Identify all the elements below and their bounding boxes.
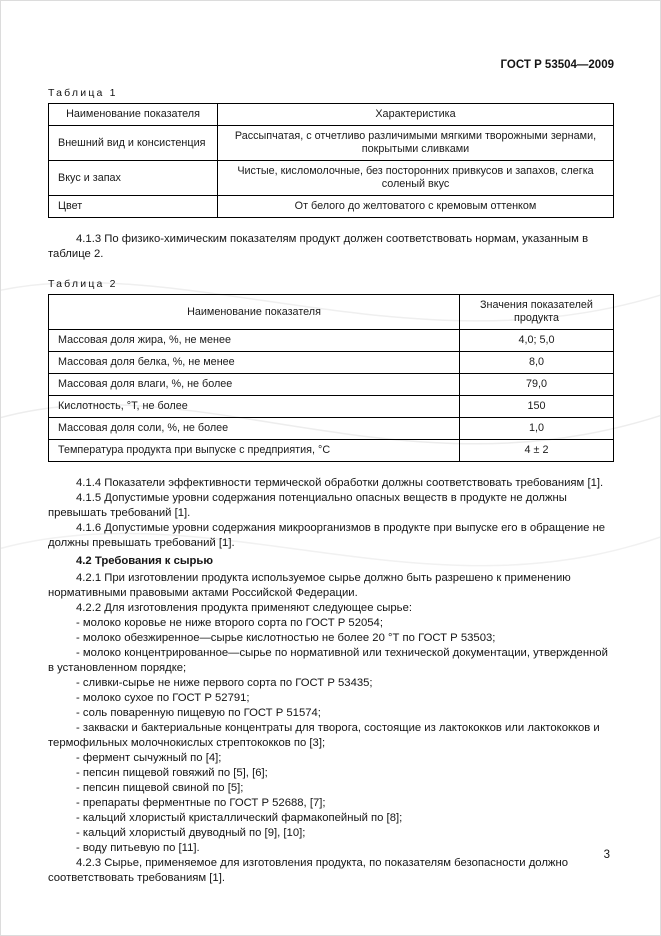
material-item: - сливки-сырье не ниже первого сорта по ГОСТ Р 53435; [76,677,373,689]
document-code: ГОСТ Р 53504—2009 [500,59,614,71]
table2-body [49,330,614,462]
table-cell-characteristic: От белого до желтоватого с кремовым оттенком [218,196,614,218]
table-cell-indicator: Кислотность, °Т, не более [49,396,460,418]
table-row [49,161,614,196]
table2 [48,294,614,462]
material-item: - кальций хлористый двуводный по [9], [10]; [76,827,306,839]
table-row [49,126,614,161]
paragraph-4-2-1: 4.2.1 При изготовлении продукта используемое сырье должно быть разрешено к применению нормативными правовыми актами Российской Федерации. [48,572,571,599]
material-item: - воду питьевую по [11]. [76,842,200,854]
table1-caption: Таблица 1 [48,87,118,99]
table-cell-indicator: Цвет [49,196,218,218]
table-cell-indicator: Внешний вид и консистенция [49,126,218,161]
heading-4-2: 4.2 Требования к сырью [76,555,214,567]
table2-header-row [49,295,614,330]
material-item: - молоко концентрированное—сырье по нормативной или технической документации, утвержденной в установленном порядке; [48,647,608,674]
paragraph-4-2-2: 4.2.2 Для изготовления продукта применяют следующее сырье: [76,602,412,614]
table2-caption: Таблица 2 [48,278,118,290]
material-item: - молоко коровье не ниже второго сорта по ГОСТ Р 52054; [76,617,383,629]
page-number: 3 [603,849,610,861]
table-cell-indicator: Температура продукта при выпуске с предприятия, °С [49,440,460,462]
table-cell-characteristic: Чистые, кисломолочные, без посторонних привкусов и запахов, слегка соленый вкус [218,161,614,196]
paragraph-4-1-6: 4.1.6 Допустимые уровни содержания микроорганизмов в продукте при выпуске его в обращение не должны превышать требований [1]. [48,522,606,549]
table1-body [49,126,614,218]
table-cell-characteristic: Рассыпчатая, с отчетливо различимыми мягкими творожными зернами, покрытыми сливками [218,126,614,161]
table1-header-name: Наименование показателя [49,104,218,126]
paragraph-4-2-3: 4.2.3 Сырье, применяемое для изготовления продукта, по показателям безопасности должно соответствовать требованиям [1]. [48,857,568,884]
table-row [49,330,614,352]
table2-header-name: Наименование показателя [49,295,460,330]
paragraph-4-1-4: 4.1.4 Показатели эффективности термической обработки должны соответствовать требованиям [1]. [76,477,604,489]
material-item: - пепсин пищевой говяжий по [5], [6]; [76,767,268,779]
table-cell-indicator: Массовая доля соли, %, не более [49,418,460,440]
table1 [48,103,614,218]
table-row [49,396,614,418]
table-row [49,374,614,396]
table-row [49,196,614,218]
table-row [49,440,614,462]
material-item: - фермент сычужный по [4]; [76,752,222,764]
material-item: - молоко обезжиренное—сырье кислотностью не более 20 °Т по ГОСТ Р 53503; [76,632,496,644]
table-row [49,352,614,374]
table1-header-characteristic: Характеристика [218,104,614,126]
paragraph-4-1-3: 4.1.3 По физико-химическим показателям продукт должен соответствовать нормам, указанным в таблице 2. [48,233,589,260]
table-cell-value: 150 [460,396,614,418]
page-content [48,59,614,886]
material-item: - пепсин пищевой свиной по [5]; [76,782,244,794]
paragraph-4-1-5: 4.1.5 Допустимые уровни содержания потенциально опасных веществ в продукте не должны превышать требований [1]. [48,492,567,519]
table1-header-row [49,104,614,126]
table-cell-value: 1,0 [460,418,614,440]
material-item: - кальций хлористый кристаллический фармакопейный по [8]; [76,812,403,824]
material-item: - соль поваренную пищевую по ГОСТ Р 51574; [76,707,321,719]
material-item: - молоко сухое по ГОСТ Р 52791; [76,692,250,704]
material-item: - препараты ферментные по ГОСТ Р 52688, [7]; [76,797,326,809]
table-cell-value: 79,0 [460,374,614,396]
material-item: - закваски и бактериальные концентраты для творога, состоящие из лактококков или лактококков и термофильных молочнокислых стрептококков по [3]; [48,722,600,749]
table-cell-indicator: Массовая доля влаги, %, не более [49,374,460,396]
table2-header-values: Значения показателей продукта [460,295,614,330]
table-cell-indicator: Массовая доля жира, %, не менее [49,330,460,352]
materials-list [48,616,614,856]
table-cell-value: 4 ± 2 [460,440,614,462]
table-cell-indicator: Вкус и запах [49,161,218,196]
table-row [49,418,614,440]
table-cell-value: 8,0 [460,352,614,374]
table-cell-value: 4,0; 5,0 [460,330,614,352]
table-cell-indicator: Массовая доля белка, %, не менее [49,352,460,374]
